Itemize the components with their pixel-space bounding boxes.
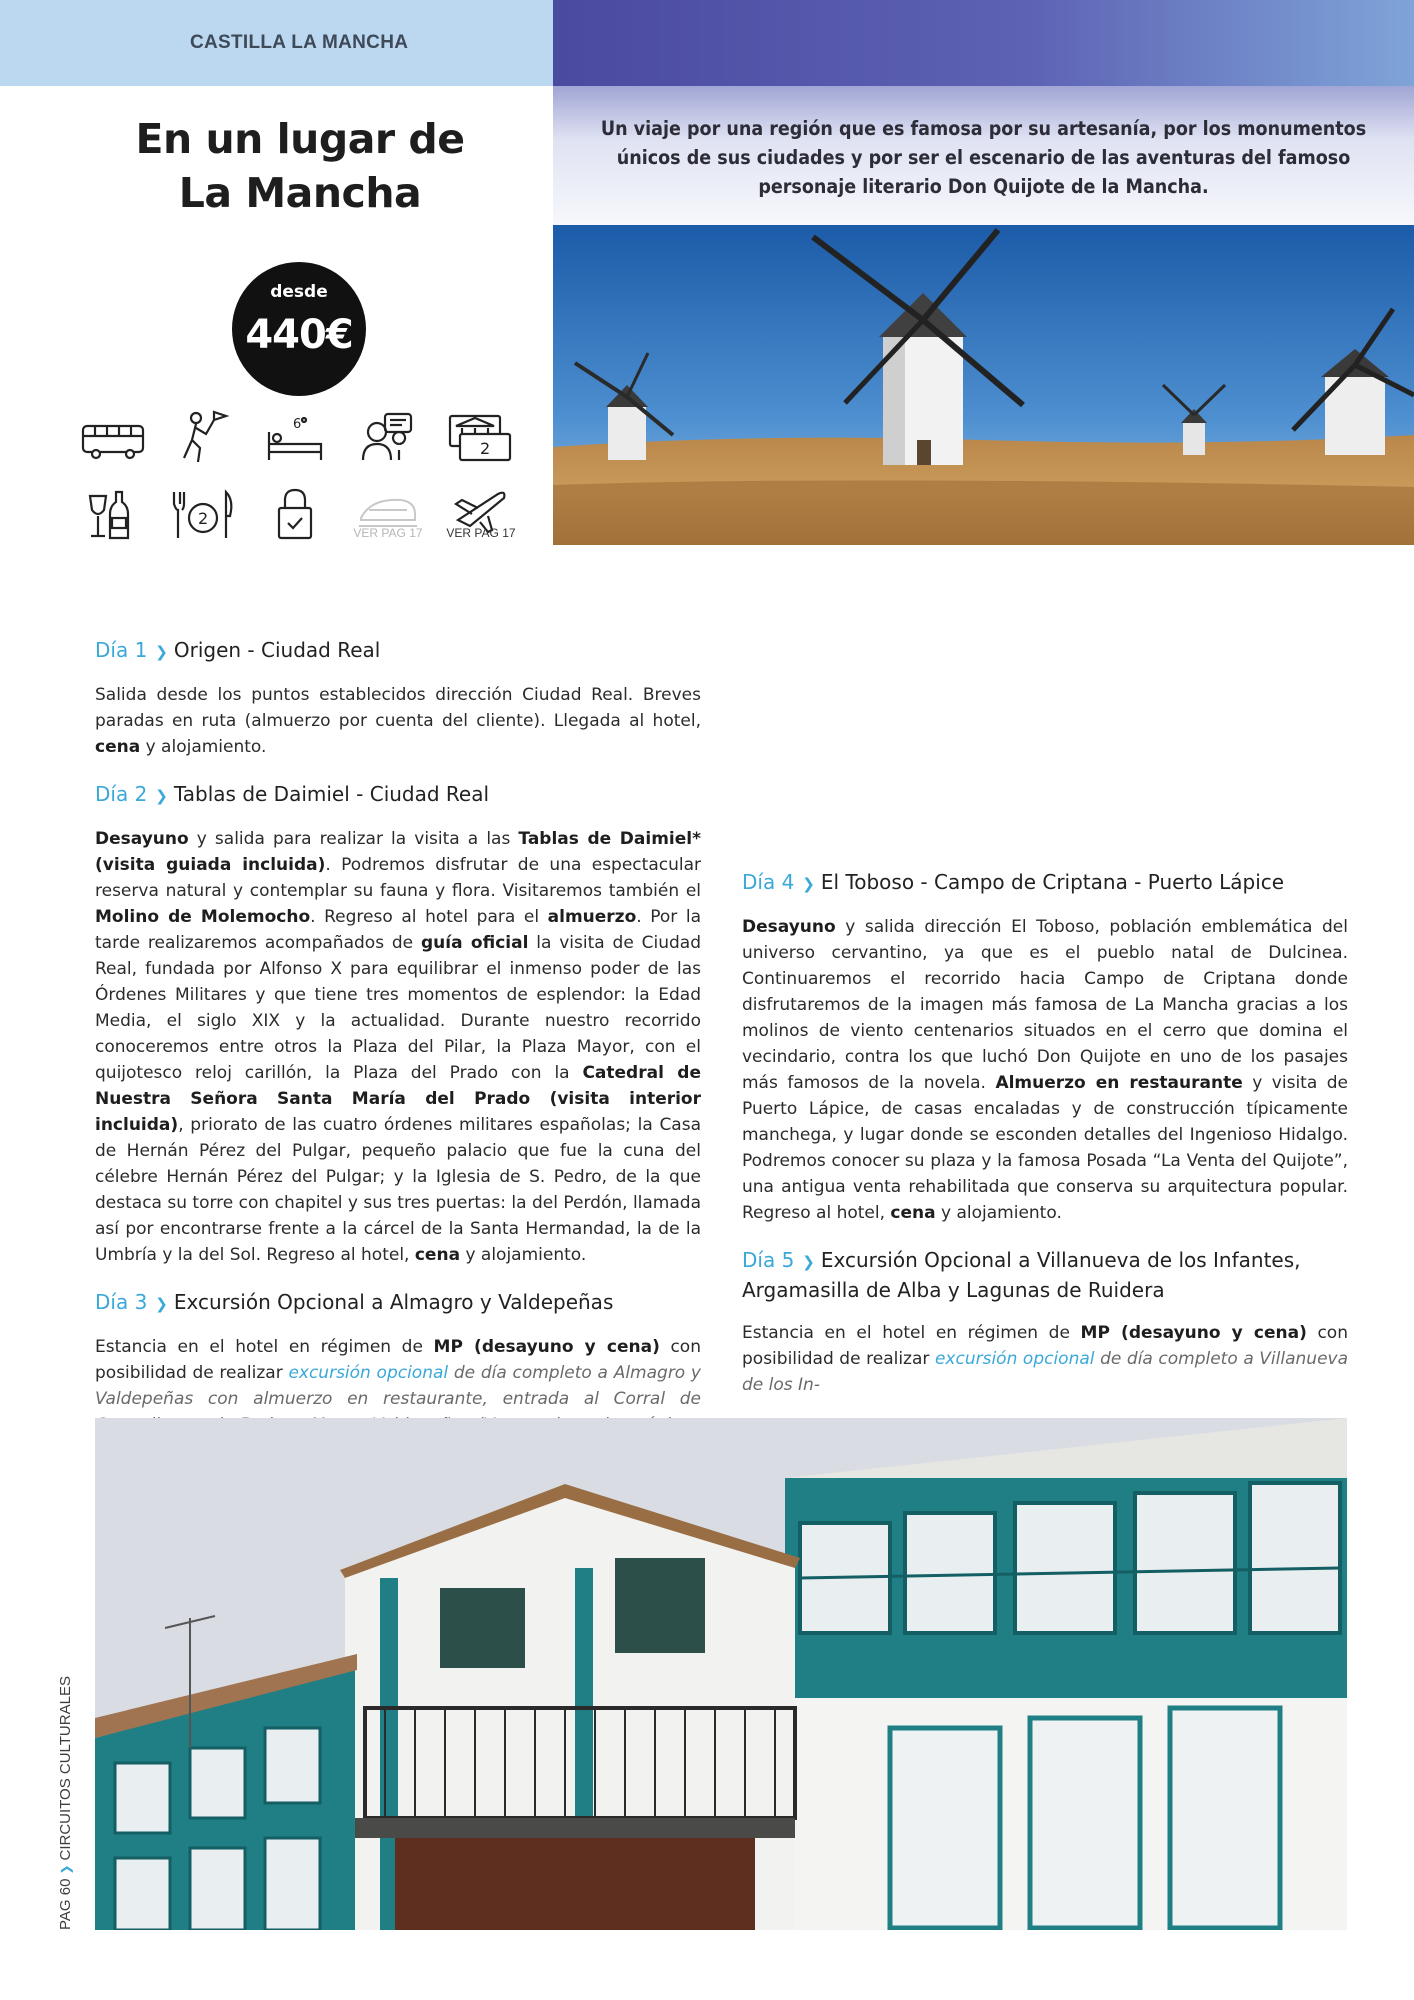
price-from-label: desde xyxy=(270,282,328,302)
padlock-insurance-icon xyxy=(263,488,329,542)
day-1-number: Día 1 xyxy=(95,638,148,662)
day-1-heading xyxy=(95,636,701,666)
day-1-title: Origen - Ciudad Real xyxy=(173,638,381,662)
title-line-2: La Mancha xyxy=(178,169,422,217)
day-4-number: Día 4 xyxy=(742,870,795,894)
tour-guide-icon xyxy=(170,410,236,464)
guide-icon xyxy=(355,410,421,464)
train-caption: VER PAG 17 xyxy=(353,526,423,540)
day-2-title: Tablas de Daimiel - Ciudad Real xyxy=(173,782,490,806)
window-grid-lower-right xyxy=(890,1708,1280,1928)
almagro-building-photo xyxy=(95,1418,1347,1930)
itinerary-right-column xyxy=(742,632,1348,1418)
hero xyxy=(553,0,1414,545)
flight-caption: VER PAG 17 xyxy=(446,526,516,540)
day-4-heading xyxy=(742,868,1348,898)
day-5-number: Día 5 xyxy=(742,1248,795,1272)
tagline-text: Un viaje por una región que es famosa por su artesanía, por los monumentos únicos de sus ciudades y por ser el escenario de las aventuras del famoso personaje literario Don Quijote de la Mancha. xyxy=(600,117,1367,198)
price-badge xyxy=(232,262,366,396)
day-4-title: El Toboso - Campo de Criptana - Puerto Lápice xyxy=(820,870,1285,894)
tickets-icon xyxy=(448,410,514,464)
title-line-1: En un lugar de xyxy=(135,115,465,163)
day-4-text: Desayuno y salida dirección El Toboso, población emblemática del universo cervantino, ya que es el pueblo natal de Dulcinea. Continuaremos el recorrido hacia Campo de Criptana donde disfrutaremos de la imagen más famosa de La Mancha gracias a los molinos de viento centenarios situados en el cerro que domina el vecindario, contra los que luchó Don Quijote en uno de los pasajes más famosos de la novela. Almuerzo en restaurante y visita de Puerto Lápice, de casas encaladas y de construcción típicamente manchega, y lugar donde se esconden detalles del Ingenioso Hidalgo. Podremos conocer su plaza y la famosa Posada “La Venta del Quijote”, una antigua venta rehabilitada que conserva su arquitectura popular. Regreso al hotel, cena y alojamiento. xyxy=(742,917,1349,1223)
arrow-icon: ❯ xyxy=(155,787,168,805)
page-title xyxy=(80,112,520,220)
arrow-icon: ❯ xyxy=(802,875,815,893)
day-5-text: Estancia en el hotel en régimen de MP (desayuno y cena) con posibilidad de realizar excursión opcional de día completo a Villanueva de los In- xyxy=(742,1323,1349,1395)
day-2-text: Desayuno y salida para realizar la visita a las Tablas de Daimiel* (visita guiada incluida). Podremos disfrutar de una espectacular reserva natural y contemplar su fauna y flora. Visitaremos también el Molino de Molemocho. Regreso al hotel para el almuerzo. Por la tarde realizaremos acompañados de guía oficial la visita de Ciudad Real, fundada por Alfonso X para equilibrar el inmenso poder de las Órdenes Militares y que tiene tres momentos de esplendor: la Edad Media, el siglo XIX y la actualidad. Durante nuestro recorrido conoceremos entre otros la Plaza del Pilar, la Plaza Mayor, con el quijotesco reloj carillón, la Plaza del Prado con la Catedral de Nuestra Señora Santa María del Prado (visita interior incluida), priorato de las cuatro órdenes militares españolas; la Casa de Hernán Pérez del Pulgar, pequeño palacio que fue la cuna del célebre Hernán Pérez del Pulgar; y la Iglesia de S. Pedro, de la que destaca su torre con chapitel y sus tres puertas: la del Perdón, llamada así por encontrarse frente a la cárcel de la Santa Hermandad, la de la Umbría y la del Sol. Regreso al hotel, cena y alojamiento. xyxy=(95,829,701,1265)
region-band xyxy=(0,0,553,86)
wine-icon xyxy=(80,488,146,542)
day-5-title: Excursión Opcional a Villanueva de los Infantes, Argamasilla de Alba y Lagunas de Ruidera xyxy=(742,1248,1301,1302)
region-label: CASTILLA LA MANCHA xyxy=(190,32,409,53)
arrow-icon: ❯ xyxy=(59,1864,73,1875)
windmills-photo xyxy=(553,225,1414,545)
day-3-heading xyxy=(95,1288,701,1318)
optional-excursion-link[interactable]: excursión opcional xyxy=(288,1363,449,1383)
day-3-text: Estancia en el hotel en régimen de MP (desayuno y cena) con posibilidad de realizar excursión opcional de día completo a Almagro y Valdepeñas con almuerzo en restaurante, entrada al Corral de xyxy=(95,1337,701,1409)
tagline-panel xyxy=(553,0,1414,225)
page-footer-label xyxy=(57,1676,74,1930)
nights-count: 6 xyxy=(293,417,302,432)
meals-icon xyxy=(170,488,236,542)
arrow-icon: ❯ xyxy=(802,1253,815,1271)
section-name: CIRCUITOS CULTURALES xyxy=(57,1676,74,1861)
arrow-icon: ❯ xyxy=(155,643,168,661)
meals-count: 2 xyxy=(198,509,209,528)
price-amount: 440€ xyxy=(245,312,353,358)
day-2-heading xyxy=(95,780,701,810)
bus-icon xyxy=(80,414,146,468)
bed-icon xyxy=(263,414,329,468)
day-2-number: Día 2 xyxy=(95,782,148,806)
page-number: PAG 60 xyxy=(57,1878,74,1930)
day-1-text: Salida desde los puntos establecidos dirección Ciudad Real. Breves paradas en ruta (almuerzo por cuenta del cliente). Llegada al hotel, cena y alojamiento. xyxy=(95,685,701,757)
tagline-stripe xyxy=(553,0,1414,86)
tickets-count: 2 xyxy=(480,439,491,458)
day-5-heading xyxy=(742,1246,1348,1304)
arrow-icon: ❯ xyxy=(155,1295,168,1313)
optional-excursion-link[interactable]: excursión opcional xyxy=(934,1349,1095,1369)
day-3-title: Excursión Opcional a Almagro y Valdepeñas xyxy=(173,1290,614,1314)
day-3-number: Día 3 xyxy=(95,1290,148,1314)
